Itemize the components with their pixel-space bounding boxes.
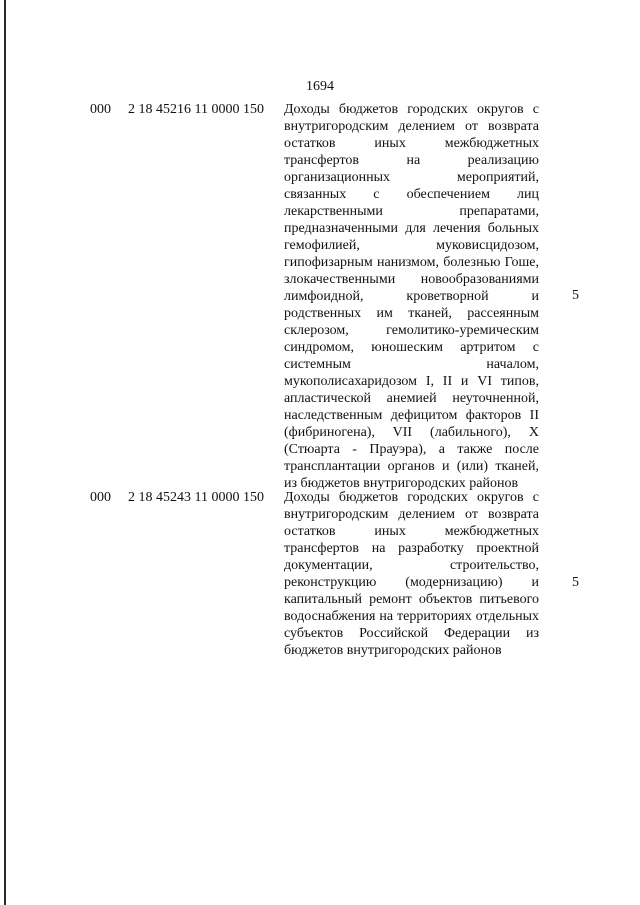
admin-code: 000 [90, 102, 111, 117]
allocation-norm: 5 [572, 575, 579, 590]
allocation-norm: 5 [572, 288, 579, 303]
budget-classification-code: 2 18 45243 11 0000 150 [128, 490, 264, 505]
page-number: 1694 [306, 79, 334, 94]
revenue-description: Доходы бюджетов городских округов с внутригородским делением от возврата остатков иных межбюджетных трансфертов на разработку проектной документации, строительство, реконструкцию (модернизацию) и капитальный ремонт объектов питьевого водоснабжения на территориях отдельных субъектов Российской Федерации из бюджетов внутригородских районов [284, 490, 539, 658]
scan-edge [4, 0, 6, 905]
budget-classification-code: 2 18 45216 11 0000 150 [128, 102, 264, 117]
revenue-description: Доходы бюджетов городских округов с внутригородским делением от возврата остатков иных межбюджетных трансфертов на реализацию организационных мероприятий, связанных с обеспечением лиц лекарственными препаратами, предназначенными для лечения больных гемофилией, муковисцидозом, гипофизарным нанизмом, болезнью Гоше, злокачественными новообразованиями лимфоидной, кроветворной и родственных им тканей, рассеянным склерозом, гемолитико-уремическим синдромом, юношеским артритом с системным началом, мукополисахаридозом I, II и VI типов, апластической анемией неуточненной, наследственным дефицитом факторов II (фибриногена), VII (лабильного), X (Стюарта - Прауэра), а также после трансплантации органов и (или) тканей, из бюджетов внутригородских районов [284, 102, 539, 491]
admin-code: 000 [90, 490, 111, 505]
